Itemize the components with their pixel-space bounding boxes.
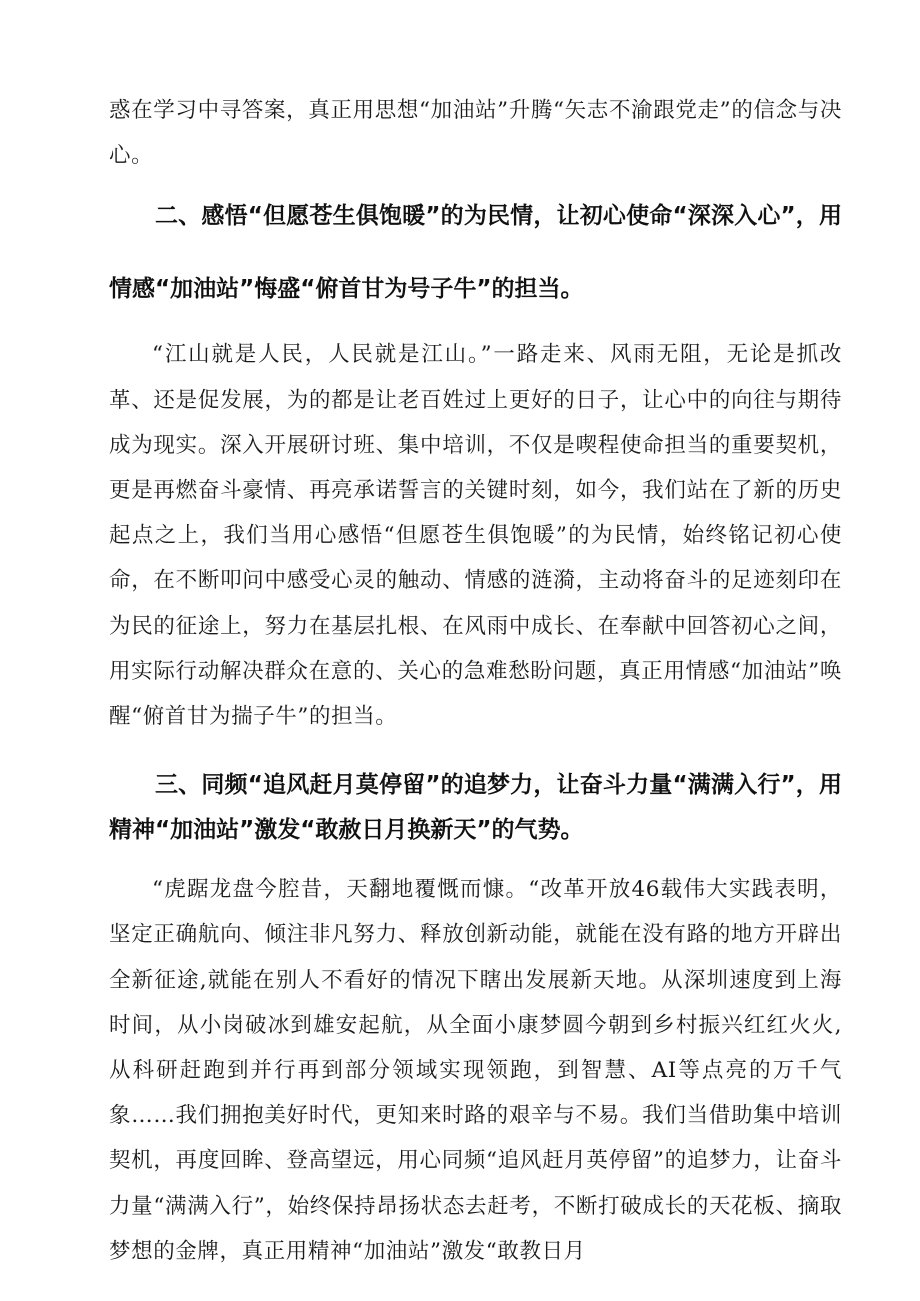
paragraph-continuation: 惑在学习中寻答案，真正用思想“加油站”升腾“矢志不渝跟党走”的信念与决心。 — [109, 98, 842, 169]
paragraph-section-2: “江山就是人民，人民就是江山。”一路走来、风雨无阻，无论是抓改革、还是促发展，为的都是让老百姓过上更好的日子，让心中的向往与期待成为现实。深入开展研讨班、集中培训，不仅是喫程使命担当的重要契机，更是再燃奋斗豪情、再亮承诺誓言的关键时刻，如今，我们站在了新的历史起点之上，我们当用心感悟“但愿苍生俱饱暖”的为民情，始终铭记初心使命，在不断叩问中感受心灵的触动、情感的涟漪，主动将奋斗的足迹刻印在为民的征途上，努力在基层扎根、在风雨中成长、在奉献中回答初心之间，用实际行动解决群众在意的、关心的急难愁盼问题，真正用情感“加油站”唤醒“俯首甘为揣子牛”的担当。 — [109, 342, 842, 730]
section-heading-2: 二、感悟“但愿苍生俱饱暖”的为民情，让初心使命“深深入心”，用情感“加油站”悔盛“俯首甘为号子牛”的担当。 — [109, 203, 842, 303]
section-heading-3: 三、同频“追风赶月莫停留”的追梦力，让奋斗力量“满满入行”，用精神“加油站”激发“敢赦日月换新天”的气势。 — [109, 772, 842, 844]
paragraph-section-3: “虎踞龙盘今腔昔，天翻地覆慨而慷。“改革开放46载伟大实践表明，坚定正确航向、倾注非凡努力、释放创新动能，就能在没有路的地方开辟出全新征途,就能在别人不看好的情况下瞎出发展新天地。从深圳速度到上海时间，从小岗破冰到雄安起航，从全面小康梦圆今朝到乡村振兴红红火火,从科研赶跑到并行再到部分领域实现领跑，到智慧、AI等点亮的万千气象……我们拥抱美好时代，更知来时路的艰辛与不易。我们当借助集中培训契机，再度回眸、登高望远，用心同频“追风赶月英停留”的追梦力，让奋斗力量“满满入行”，始终保持昂扬状态去赶考，不断打破成长的天花板、摘取梦想的金牌，真正用精神“加油站”激发“敢教日月 — [109, 877, 842, 1264]
